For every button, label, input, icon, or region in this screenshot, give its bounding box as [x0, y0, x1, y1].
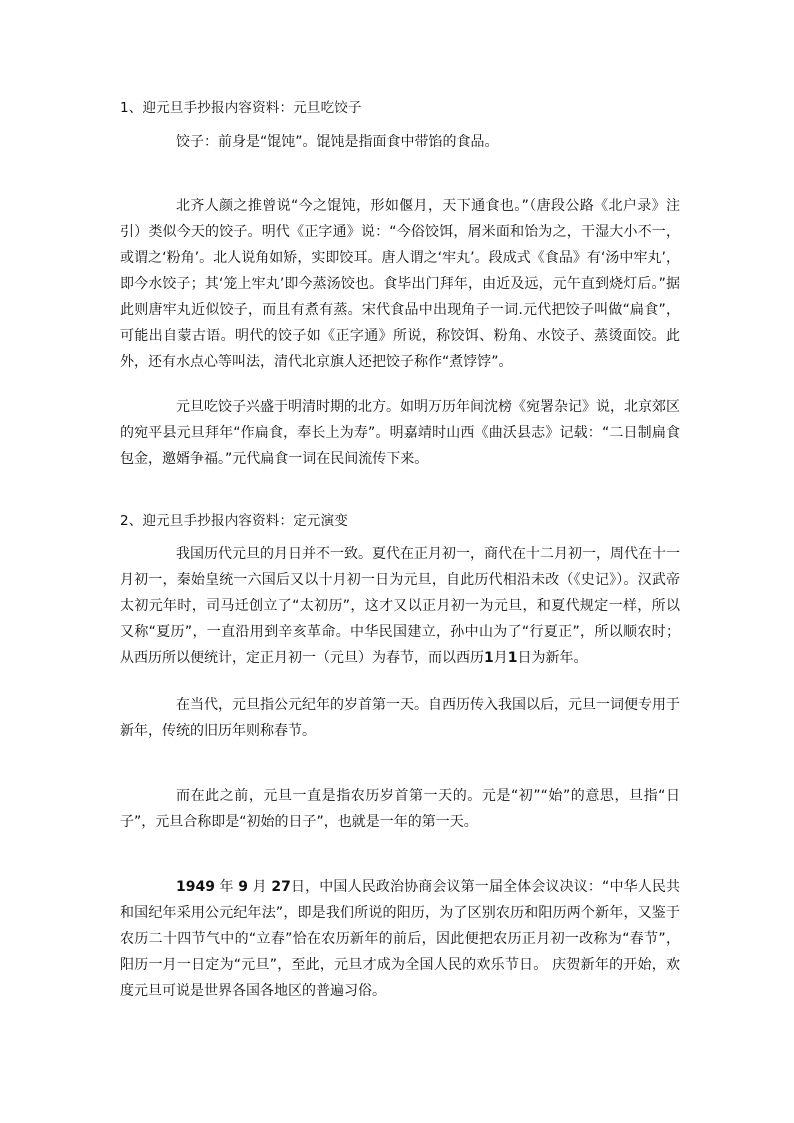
new-year-month: 1	[484, 650, 494, 666]
section1-paragraph-3: 元旦吃饺子兴盛于明清时期的北方。如明万历年间沈榜《宛署杂记》说，北京郊区的宛平县元旦拜年“作扁食，奉长上为寿”。明嘉靖时山西《曲沃县志》记载：“二日制扁食包金，邀婿争福。”元代扁食一词在民间流传下来。	[120, 399, 680, 467]
month-unit: 月	[493, 650, 508, 666]
section2-heading: 2、迎元旦手抄报内容资料：定元演变	[120, 513, 348, 529]
section1-paragraph-2: 北齐人颜之推曾说“今之馄饨，形如偃月，天下通食也。”（唐段公路《北户录》注引）类似今天的饺子。明代《正字通》说：“今俗饺饵，屑米面和饴为之，干湿大小不一，或谓之‘粉角’。北人说角如矫，实即饺耳。唐人谓之‘牢丸’。段成式《食品》有‘汤中牢丸’，即今水饺子；其‘笼上牢丸’即今蒸汤饺也。食毕出门拜年，由近及远，元午直到烧灯后。”据此则唐牢丸近似饺子，而且有煮有蒸。宋代食品中出现角子一词.元代把饺子叫做“扁食”，可能出自蒙古语。明代的饺子如《正字通》所说，称饺饵、粉角、水饺子、蒸烫面饺。此外，还有水点心等叫法，清代北京旗人还把饺子称作“煮饽饽”。	[120, 198, 680, 370]
year-unit: 年	[214, 879, 239, 895]
section2-paragraph-3: 而在此之前，元旦一直是指农历岁首第一天的。元是“初”“始”的意思，旦指“日子”，元旦合称即是“初始的日子”，也就是一年的第一天。	[120, 788, 680, 830]
new-year-day: 1	[507, 650, 518, 666]
section1-heading: 1、迎元旦手抄报内容资料：元旦吃饺子	[120, 100, 362, 116]
month-unit-2: 月	[248, 879, 272, 895]
section2-paragraph-1-end: 日为新年。	[517, 650, 588, 666]
section2-paragraph-1	[120, 541, 680, 671]
section2-paragraph-1-text: 我国历代元旦的月日并不一致。夏代在正月初一，商代在十二月初一，周代在十一月初一，秦始皇统一六国后又以十月初一日为元旦，自此历代相沿未改（《史记》）。汉武帝太初元年时，司马迁创立了“太初历”，这才又以正月初一为元旦，和夏代规定一样，所以又称“夏历”，一直沿用到辛亥革命。中华民国建立，孙中山为了“行夏正”，所以顺农时；从西历所以便统计，定正月初一（元旦）为春节，而以西历	[120, 546, 680, 666]
section1-paragraph-1: 饺子：前身是“馄饨”。馄饨是指面食中带馅的食品。	[176, 134, 499, 150]
resolution-year: 1949	[176, 879, 215, 895]
section2-paragraph-4	[120, 874, 680, 1004]
resolution-month: 9	[238, 879, 249, 895]
section2-paragraph-2: 在当代，元旦指公元纪年的岁首第一天。自西历传入我国以后，元旦一词便专用于新年，传统的旧历年则称春节。	[120, 697, 680, 739]
section2-paragraph-4-text: 日，中国人民政治协商会议第一届全体会议决议：“中华人民共和国纪年采用公元纪年法”，即是我们所说的阳历，为了区别农历和阳历两个新年，又鉴于农历二十四节气中的“立春”恰在农历新年的前后，因此便把农历正月初一改称为“春节”，阳历一月一日定为“元旦”，至此，元旦才成为全国人民的欢乐节日。 庆贺新年的开始，欢度元旦可说是世界各国各地区的普遍习俗。	[120, 879, 680, 999]
resolution-day: 27	[271, 879, 291, 895]
